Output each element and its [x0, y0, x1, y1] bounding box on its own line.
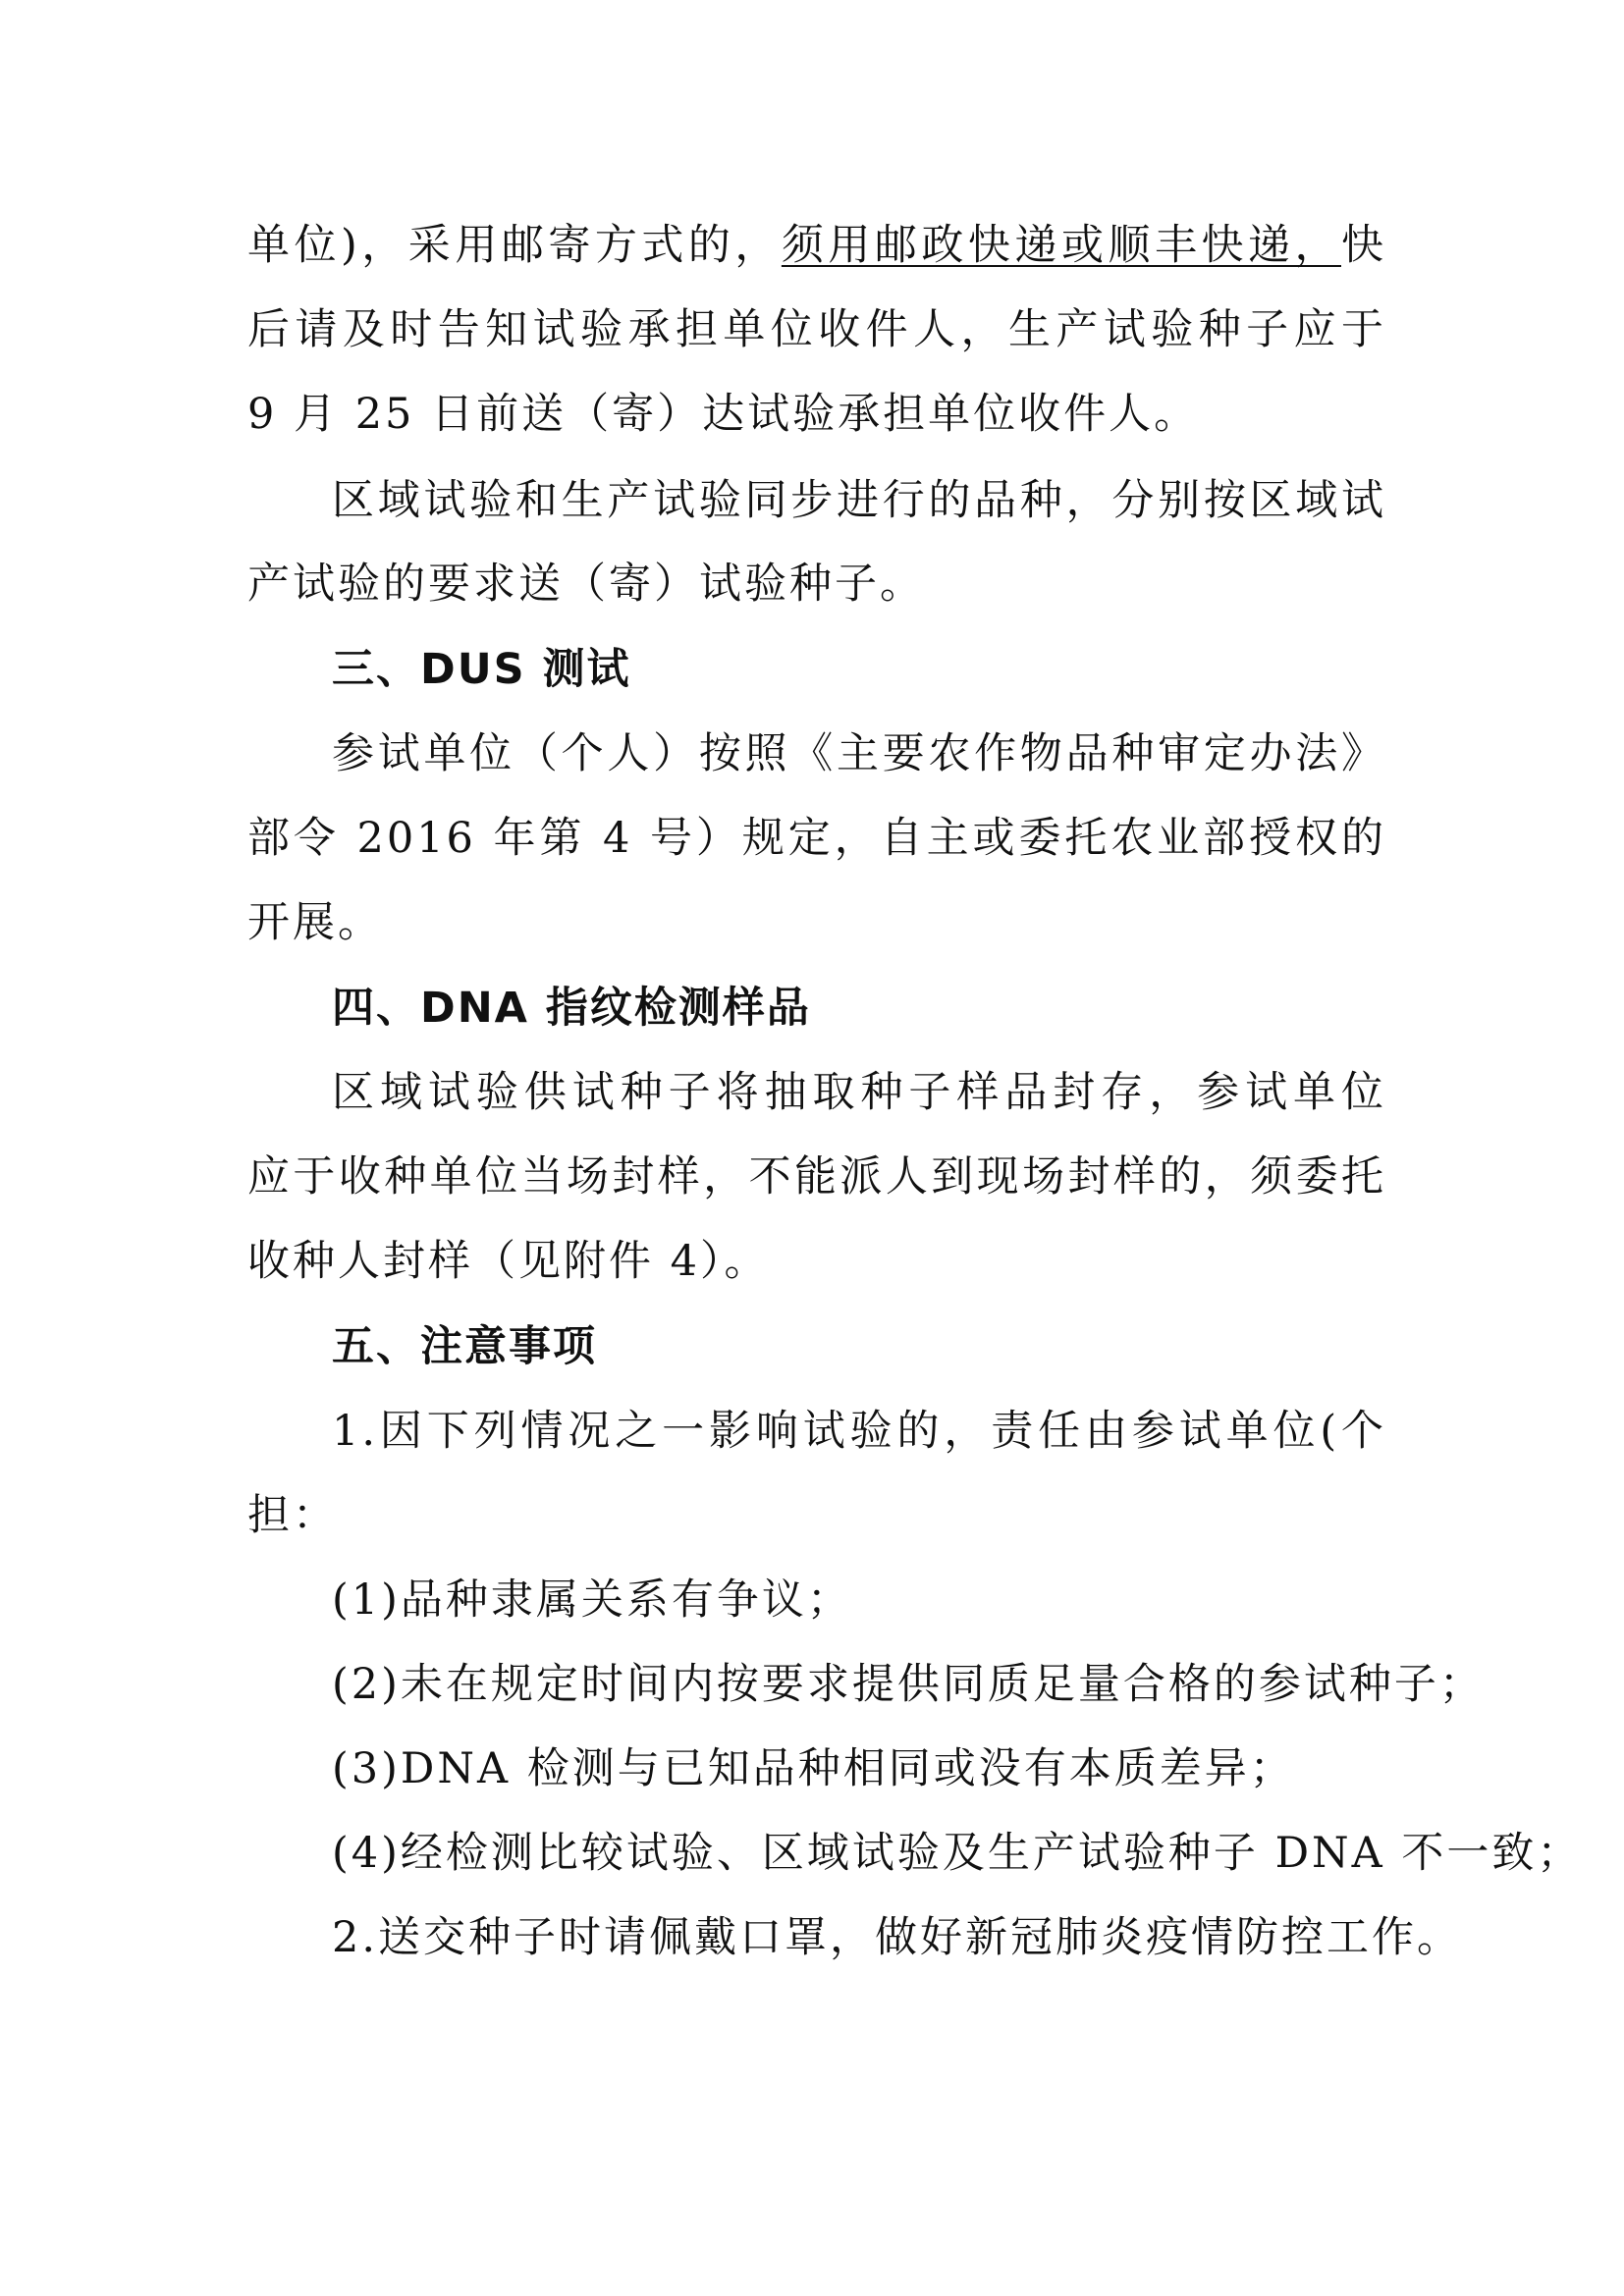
paragraph-line: [247, 218, 1386, 273]
list-item: (4)经检测比较试验、区域试验及生产试验种子 DNA 不一致；: [332, 1829, 1583, 1878]
section-heading-dus: 三、DUS 测试: [332, 645, 631, 694]
list-item: (2)未在规定时间内按要求提供同质足量合格的参试种子；: [332, 1660, 1485, 1709]
paragraph-line: 担：: [247, 1491, 338, 1540]
paragraph-line: 产试验的要求送（寄）试验种子。: [247, 560, 925, 609]
section-heading-notes: 五、注意事项: [332, 1322, 597, 1371]
paragraph-line: 参试单位（个人）按照《主要农作物品种审定办法》: [332, 729, 1386, 778]
paragraph-line: 后请及时告知试验承担单位收件人，生产试验种子应于: [247, 305, 1386, 354]
paragraph-line: 1.因下列情况之一影响试验的，责任由参试单位(个: [332, 1407, 1386, 1456]
list-item: 2.送交种子时请佩戴口罩，做好新冠肺炎疫情防控工作。: [332, 1913, 1463, 1962]
paragraph-line: 部令 2016 年第 4 号）规定，自主或委托农业部授权的: [247, 814, 1386, 863]
section-heading-dna: 四、DNA 指纹检测样品: [332, 984, 811, 1033]
list-item: (3)DNA 检测与已知品种相同或没有本质差异；: [332, 1744, 1295, 1793]
paragraph-line: 区域试验和生产试验同步进行的品种，分别按区域试: [332, 476, 1386, 525]
text-segment: 单位)，采用邮寄方式的，: [247, 221, 782, 270]
underlined-text: 须用邮政快递或顺丰快递，: [781, 221, 1341, 270]
list-item: (1)品种隶属关系有争议；: [332, 1575, 852, 1625]
text-segment: 快: [1341, 221, 1386, 270]
paragraph-line: 收种人封样（见附件 4）。: [247, 1237, 770, 1286]
paragraph-line: 应于收种单位当场封样，不能派人到现场封样的，须委托: [247, 1152, 1386, 1201]
paragraph-line: 区域试验供试种子将抽取种子样品封存，参试单位: [332, 1068, 1386, 1117]
paragraph-line: 开展。: [247, 898, 383, 947]
paragraph-line: 9 月 25 日前送（寄）达试验承担单位收件人。: [247, 390, 1200, 439]
